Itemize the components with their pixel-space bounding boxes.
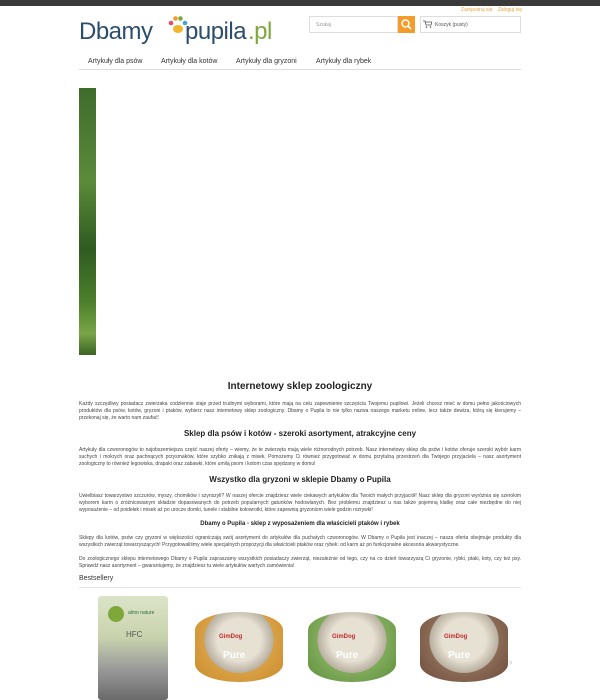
product-card[interactable] — [308, 612, 396, 682]
search-button[interactable] — [398, 16, 415, 33]
top-bar — [0, 0, 600, 6]
search-icon — [398, 16, 415, 33]
product-card[interactable] — [195, 612, 283, 682]
register-link[interactable]: Zarejestruj się — [461, 7, 493, 13]
page-title: Internetowy sklep zoologiczny — [227, 381, 373, 392]
section-heading-birds-fish: Dbamy o Pupila - sklep z wyposażeniem dla właścicieli ptaków i rybek — [200, 521, 400, 527]
login-link[interactable]: Zaloguj się — [497, 7, 522, 13]
badge-icon — [108, 606, 124, 622]
rodents-paragraph: Uwielbiasz towarzystwo szczurów, myszy, chomików i szynszyli? W naszej ofercie znajdziesz wiele ciekawych artykułów dla Twoich małych przyjaciół! Nasz sklep dla gryzoni wyróżnia się szerokim wyborem karm o zróżnicowanym składzie dopasowanych do potrzeb popularnych gatunków hodowlanych. Bez problemu znajdziesz u nas także pojemną klatkę oraz całe niezbędne do niej wyposażenie – od poidełek i misek aż po urocze domki, tunele i stabilne kołowrotki, które zapewnią gryzoniom wiele godzin rozrywki! — [79, 493, 521, 513]
product-card[interactable] — [98, 596, 168, 700]
logo-word-pupila: pupila — [185, 18, 247, 45]
nav-item-cats[interactable]: Artykuły dla kotów — [161, 58, 218, 65]
search-input[interactable]: Szukaj — [309, 16, 398, 33]
section-heading-rodents: Wszystko dla gryzoni w sklepie Dbamy o Pupila — [209, 475, 391, 484]
logo-word-dbamy: Dbamy — [79, 18, 153, 45]
product-brand: GimDog — [332, 634, 356, 640]
cart-button[interactable] — [420, 16, 521, 33]
intro-paragraph: Każdy szczęśliwy posiadacz zwierzaka codziennie staje przed trudnymi wyborami, które mają na celu zapewnienie szczęścia Twojemu pupilowi. Jeżeli chcesz mieć w domu pełno jakościowych produktów dla psów, kotów, gryzoni i ptaków, wybierz nasz internetowy sklep zoologiczny. Dbamy o Pupila to nie tylko nazwa naszego marketu online, lecz także dewiza, którą się kierujemy – przekonaj się, że warto nam zaufać! — [79, 401, 521, 421]
nav-item-rodents[interactable]: Artykuły dla gryzoni — [236, 58, 297, 65]
closing-paragraph: Do zoologicznego sklepu internetowego Dbamy o Pupila zapraszamy wszystkich posiadaczy zwierząt, niezależnie od tego, czy na co dzień towarzyszą Ci gryzonie, rybki, ptaki, koty, czy też psy. Sprawdź nasz asortyment – gwarantujemy, że znajdziesz tu wiele artykułów wartych zamówienia! — [79, 556, 521, 569]
product-name: Pure — [223, 650, 246, 661]
nav-item-fish[interactable]: Artykuły dla rybek — [316, 58, 372, 65]
bestsellers-heading: Bestsellery — [79, 575, 521, 588]
section-heading-dogs-cats: Sklep dla psów i kotów - szeroki asortyment, atrakcyjne ceny — [183, 429, 417, 438]
cart-icon — [423, 20, 432, 28]
product-brand: GimDog — [444, 634, 468, 640]
product-card[interactable] — [420, 612, 508, 682]
seo-content — [79, 381, 521, 577]
nav-item-dogs[interactable]: Artykuły dla psów — [88, 58, 143, 65]
product-name: Pure — [336, 650, 359, 661]
main-nav — [79, 55, 521, 70]
account-links — [457, 7, 522, 13]
hero-banner[interactable] — [79, 88, 96, 355]
product-brand: GimDog — [219, 634, 243, 640]
dogs-cats-paragraph: Artykuły dla czworonogów to najobszerniejsza część naszej oferty – wiemy, że te zwierzęta mają wiele różnorodnych potrzeb. Nasz internetowy sklep dla psów i kotów oferuje szeroki wybór karm suchych i mokrych oraz pachnących przysmaków, które szybko znikają z misek. Pomożemy Ci również przygotować w domu przytulną przestrzeń dla Twojego przyjaciela – nasz asortyment zoologiczny to również legowiska, drapaki oraz zabawki, które umilą psom i kotom czas spędzany w domu! — [79, 447, 521, 467]
site-logo[interactable] — [79, 14, 303, 50]
cart-label: Koszyk (pusty) — [435, 22, 468, 28]
logo-word-pl: .pl — [248, 18, 272, 45]
birds-fish-paragraph: Sklepy dla kotów, psów czy gryzoni w większości ograniczają swój asortyment do artykułów dla puchatych czworonogów. W Dbamy o Pupila jest inaczej – nasza oferta obejmuje produkty dla wszystkich zwierząt towarzyszących! Przygotowaliśmy wiele specjalnych propozycji dla właścicieli ptaków oraz rybek: od karm aż po funkcjonalne akcesoria akwarystyczne. — [79, 535, 521, 548]
carousel-next-icon[interactable]: › — [509, 657, 513, 668]
product-brand: almo nature — [128, 610, 155, 616]
product-name: Pure — [448, 650, 471, 661]
product-name: HFC — [126, 630, 143, 639]
